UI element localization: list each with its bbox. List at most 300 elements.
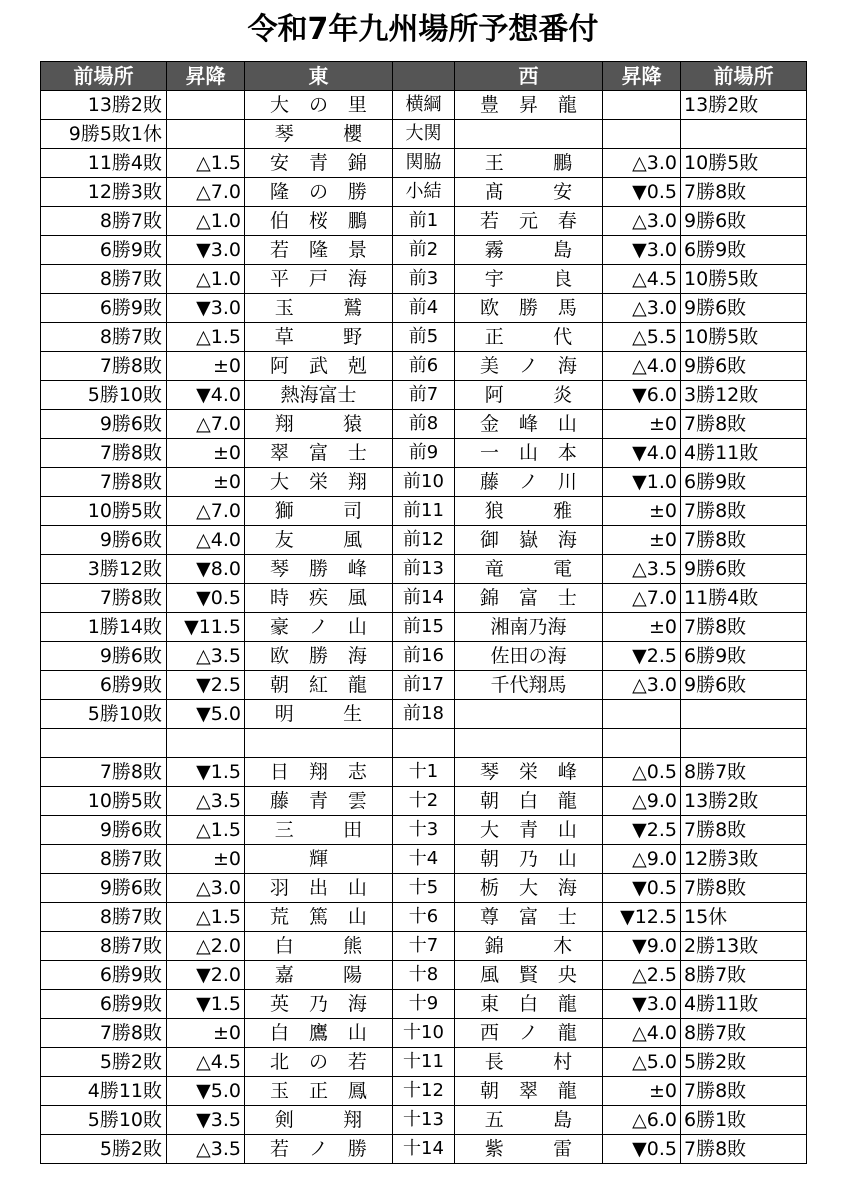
east-rikishi-text: 玉正鳳 — [270, 1080, 387, 1102]
west-prev-cell — [681, 410, 807, 439]
east-prev-text: 7勝8敗 — [99, 442, 162, 464]
west-prev-cell — [681, 1135, 807, 1164]
west-change-text: ±0 — [648, 616, 677, 638]
east-change-cell — [167, 671, 245, 700]
east-change-cell — [167, 1048, 245, 1077]
east-change-cell — [167, 265, 245, 294]
rank-text: 十11 — [403, 1051, 444, 1072]
east-rikishi-text: 翔猿 — [274, 413, 412, 435]
west-rikishi-cell — [455, 352, 603, 381]
east-rikishi-text: 北の若 — [270, 1051, 387, 1073]
west-rikishi-text: 豊昇龍 — [480, 94, 597, 116]
east-rikishi-text: 隆の勝 — [270, 181, 387, 203]
east-rikishi-cell — [245, 787, 393, 816]
rank-cell — [393, 1077, 455, 1106]
rank-cell — [393, 91, 455, 120]
west-change-cell — [603, 903, 681, 932]
west-prev-cell — [681, 874, 807, 903]
west-rikishi-cell — [455, 642, 603, 671]
east-prev-text: 7勝8敗 — [99, 355, 162, 377]
west-prev-text: 4勝11敗 — [684, 442, 759, 464]
east-rikishi-text: 豪ノ山 — [270, 616, 387, 638]
rank-cell — [393, 903, 455, 932]
east-change-cell — [167, 497, 245, 526]
east-prev-cell — [41, 787, 167, 816]
west-prev-cell — [681, 439, 807, 468]
east-prev-cell — [41, 91, 167, 120]
east-rikishi-cell — [245, 758, 393, 787]
rank-text: 十1 — [408, 761, 439, 782]
west-change-cell — [603, 874, 681, 903]
west-change-text: ▼12.5 — [620, 906, 677, 928]
rank-cell — [393, 468, 455, 497]
west-rikishi-cell — [455, 526, 603, 555]
east-change-cell — [167, 758, 245, 787]
east-rikishi-cell — [245, 439, 393, 468]
east-rikishi-cell — [245, 323, 412, 352]
west-change-text: △5.5 — [632, 326, 677, 348]
east-prev-text: 3勝12敗 — [87, 558, 162, 580]
west-rikishi-text: 佐田の海 — [490, 645, 567, 667]
east-rikishi-cell — [245, 584, 393, 613]
east-change-cell — [167, 903, 245, 932]
west-rikishi-cell — [455, 555, 622, 584]
rank-text: 十10 — [403, 1022, 444, 1043]
west-change-text: △9.0 — [632, 790, 677, 812]
east-prev-text: 7勝8敗 — [99, 1022, 162, 1044]
west-change-text: ±0 — [648, 500, 677, 522]
east-prev-cell — [41, 845, 167, 874]
table-row — [41, 178, 807, 207]
east-rikishi-cell — [245, 236, 393, 265]
west-prev-cell — [681, 91, 807, 120]
west-prev-cell — [681, 526, 807, 555]
east-prev-cell — [41, 1135, 167, 1164]
east-rikishi-cell — [245, 1106, 412, 1135]
west-rikishi-text: 西ノ龍 — [480, 1022, 597, 1044]
west-change-text: ▼3.0 — [632, 239, 677, 261]
east-rikishi-text: 日翔志 — [270, 761, 387, 783]
east-prev-text: 5勝10敗 — [87, 384, 162, 406]
west-change-text: ▼0.5 — [632, 877, 677, 899]
east-change-cell — [167, 468, 245, 497]
west-prev-cell — [681, 1077, 807, 1106]
rank-text: 横綱 — [405, 94, 442, 115]
west-prev-text: 10勝5敗 — [684, 268, 759, 290]
east-rikishi-text: 大の里 — [270, 94, 387, 116]
west-rikishi-cell — [455, 410, 603, 439]
west-prev-cell — [681, 1019, 807, 1048]
east-rikishi-cell — [245, 526, 412, 555]
table-row — [41, 990, 807, 1019]
table-row — [41, 352, 807, 381]
east-change-text: ±0 — [212, 471, 241, 493]
east-change-text: △3.5 — [196, 790, 241, 812]
east-prev-text: 8勝7敗 — [99, 268, 162, 290]
east-rikishi-cell — [245, 874, 393, 903]
west-rikishi-cell — [455, 178, 622, 207]
east-change-cell — [167, 990, 245, 1019]
west-rikishi-text: 紫雷 — [484, 1138, 622, 1160]
east-rikishi-cell — [245, 642, 393, 671]
rank-text: 前14 — [403, 587, 444, 608]
east-rikishi-text: 時疾風 — [270, 587, 387, 609]
table-row — [41, 381, 807, 410]
east-rikishi-cell — [245, 381, 393, 410]
west-prev-text: 6勝9敗 — [684, 471, 747, 493]
east-rikishi-text: 藤青雲 — [270, 790, 387, 812]
west-change-text: △6.0 — [632, 1109, 677, 1131]
east-change-cell — [167, 874, 245, 903]
west-rikishi-cell — [455, 497, 622, 526]
table-row — [41, 961, 807, 990]
west-rikishi-text: 欧勝馬 — [480, 297, 597, 319]
table-row — [41, 265, 807, 294]
rank-text: 十3 — [408, 819, 439, 840]
west-rikishi-cell — [455, 584, 603, 613]
east-change-text: ▼4.0 — [196, 384, 241, 406]
east-change-cell — [167, 410, 245, 439]
west-change-cell — [603, 91, 681, 120]
west-rikishi-cell — [455, 729, 603, 758]
table-row — [41, 410, 807, 439]
table-row — [41, 1135, 807, 1164]
west-rikishi-text: 錦富士 — [480, 587, 597, 609]
east-change-cell — [167, 526, 245, 555]
east-rikishi-cell — [245, 497, 412, 526]
east-rikishi-cell — [245, 700, 412, 729]
rank-text: 十9 — [408, 993, 439, 1014]
table-row — [41, 874, 807, 903]
west-change-text: ▼1.0 — [632, 471, 677, 493]
west-change-text: △4.0 — [632, 355, 677, 377]
table-row — [41, 584, 807, 613]
west-rikishi-text: 尊富士 — [480, 906, 597, 928]
table-row — [41, 671, 807, 700]
table-row — [41, 787, 807, 816]
east-rikishi-cell — [245, 613, 393, 642]
east-prev-cell — [41, 642, 167, 671]
east-prev-text: 8勝7敗 — [99, 848, 162, 870]
table-row — [41, 613, 807, 642]
east-prev-cell — [41, 265, 167, 294]
west-rikishi-text: 狼雅 — [484, 500, 622, 522]
east-change-cell — [167, 642, 245, 671]
east-change-cell — [167, 613, 245, 642]
west-rikishi-cell — [455, 265, 622, 294]
east-change-cell — [167, 178, 245, 207]
east-prev-cell — [41, 120, 167, 149]
east-change-text: ▼5.0 — [196, 703, 241, 725]
east-rikishi-cell — [245, 149, 393, 178]
west-rikishi-cell — [455, 1048, 622, 1077]
east-rikishi-text: 熱海富士 — [280, 384, 357, 406]
west-rikishi-text: 王鵬 — [484, 152, 622, 174]
east-prev-text: 9勝6敗 — [99, 819, 162, 841]
west-change-cell — [603, 961, 681, 990]
rank-cell — [393, 1019, 455, 1048]
west-change-text: △2.5 — [632, 964, 677, 986]
west-prev-cell — [681, 961, 807, 990]
table-row — [41, 1077, 807, 1106]
west-prev-text: 7勝8敗 — [684, 616, 747, 638]
rank-text: 小結 — [405, 181, 442, 202]
west-change-text: ▼0.5 — [632, 1138, 677, 1160]
west-prev-cell — [681, 497, 807, 526]
west-prev-text: 2勝13敗 — [684, 935, 759, 957]
west-change-cell — [603, 758, 681, 787]
east-change-text: △3.0 — [196, 877, 241, 899]
east-prev-text: 10勝5敗 — [87, 500, 162, 522]
east-prev-cell — [41, 497, 167, 526]
west-prev-cell — [681, 207, 807, 236]
rank-cell — [393, 787, 455, 816]
east-change-cell — [167, 236, 245, 265]
east-rikishi-cell — [245, 265, 393, 294]
east-prev-text: 6勝9敗 — [99, 964, 162, 986]
east-prev-cell — [41, 903, 167, 932]
west-rikishi-cell — [455, 874, 603, 903]
west-change-cell — [603, 207, 681, 236]
east-prev-cell — [41, 207, 167, 236]
rank-text: 前7 — [408, 384, 439, 405]
east-prev-text: 8勝7敗 — [99, 935, 162, 957]
rank-text: 前9 — [408, 442, 439, 463]
rank-cell — [393, 758, 455, 787]
west-change-text: ▼6.0 — [632, 384, 677, 406]
west-change-cell — [603, 294, 681, 323]
west-prev-text: 8勝7敗 — [684, 1022, 747, 1044]
west-prev-cell — [681, 671, 807, 700]
east-prev-cell — [41, 468, 167, 497]
east-prev-cell — [41, 1106, 167, 1135]
east-rikishi-text: 平戸海 — [270, 268, 387, 290]
west-prev-text: 6勝9敗 — [684, 239, 747, 261]
east-change-text: ±0 — [212, 442, 241, 464]
west-prev-cell — [681, 787, 807, 816]
east-change-text: ▼3.0 — [196, 239, 241, 261]
west-change-cell — [603, 700, 681, 729]
west-change-cell — [603, 671, 681, 700]
east-change-text: △3.5 — [196, 1138, 241, 1160]
east-change-text: ▼1.5 — [196, 761, 241, 783]
west-rikishi-text: 宇良 — [484, 268, 622, 290]
west-rikishi-text: 大青山 — [480, 819, 597, 841]
east-prev-cell — [41, 439, 167, 468]
west-prev-text: 7勝8敗 — [684, 413, 747, 435]
west-rikishi-cell — [455, 845, 603, 874]
west-prev-cell — [681, 816, 807, 845]
west-prev-cell — [681, 1106, 807, 1135]
rank-cell — [393, 1135, 455, 1164]
east-prev-text: 7勝8敗 — [99, 761, 162, 783]
east-prev-text: 6勝9敗 — [99, 674, 162, 696]
east-prev-text: 7勝8敗 — [99, 471, 162, 493]
west-rikishi-text: 栃大海 — [480, 877, 597, 899]
east-prev-cell — [41, 294, 167, 323]
west-prev-cell — [681, 845, 807, 874]
east-rikishi-text: 英乃海 — [270, 993, 387, 1015]
west-rikishi-cell — [455, 990, 603, 1019]
east-rikishi-text: 琴勝峰 — [270, 558, 387, 580]
east-change-cell — [167, 1135, 245, 1164]
west-prev-text: 10勝5敗 — [684, 326, 759, 348]
west-change-text: ▼0.5 — [632, 181, 677, 203]
west-change-text: ▼9.0 — [632, 935, 677, 957]
west-rikishi-text: 一山本 — [480, 442, 597, 464]
west-change-text: △5.0 — [632, 1051, 677, 1073]
west-change-text: ▼2.5 — [632, 645, 677, 667]
east-change-text: △1.5 — [196, 326, 241, 348]
west-rikishi-cell — [455, 294, 603, 323]
rank-text: 前18 — [403, 703, 444, 724]
east-prev-text: 8勝7敗 — [99, 326, 162, 348]
west-prev-text: 10勝5敗 — [684, 152, 759, 174]
east-change-text: △2.0 — [196, 935, 241, 957]
rank-text: 前12 — [403, 529, 444, 550]
east-rikishi-text: 欧勝海 — [270, 645, 387, 667]
east-change-cell — [167, 932, 245, 961]
east-prev-text: 13勝2敗 — [87, 94, 162, 116]
east-rikishi-cell — [245, 410, 412, 439]
west-change-text: △4.5 — [632, 268, 677, 290]
table-row — [41, 91, 807, 120]
west-prev-cell — [681, 700, 807, 729]
table-row — [41, 120, 807, 149]
west-rikishi-cell — [455, 381, 622, 410]
west-rikishi-text: 髙安 — [484, 181, 622, 203]
west-rikishi-text: 湘南乃海 — [490, 616, 567, 638]
table-row — [41, 439, 807, 468]
east-rikishi-text: 伯桜鵬 — [270, 210, 387, 232]
rank-cell — [393, 178, 455, 207]
rank-cell — [393, 729, 455, 758]
east-rikishi-text: 草野 — [274, 326, 412, 348]
rank-text: 前5 — [408, 326, 439, 347]
rank-text: 前17 — [403, 674, 444, 695]
rank-cell — [393, 845, 455, 874]
west-prev-text: 4勝11敗 — [684, 993, 759, 1015]
east-rikishi-cell — [245, 120, 412, 149]
rank-cell — [393, 671, 455, 700]
east-prev-cell — [41, 236, 167, 265]
rank-cell — [393, 207, 455, 236]
west-rikishi-text: 五島 — [484, 1109, 622, 1131]
east-prev-cell — [41, 932, 167, 961]
east-rikishi-cell — [245, 932, 412, 961]
east-prev-cell — [41, 352, 167, 381]
west-rikishi-text: 若元春 — [480, 210, 597, 232]
west-prev-cell — [681, 903, 807, 932]
west-prev-cell — [681, 236, 807, 265]
west-change-cell — [603, 1019, 681, 1048]
table-row — [41, 149, 807, 178]
west-rikishi-text: 美ノ海 — [480, 355, 597, 377]
table-row — [41, 468, 807, 497]
rank-cell — [393, 265, 455, 294]
east-prev-cell — [41, 526, 167, 555]
west-prev-cell — [681, 729, 807, 758]
east-rikishi-text: 獅司 — [274, 500, 412, 522]
west-change-cell — [603, 1077, 681, 1106]
rank-text: 前8 — [408, 413, 439, 434]
west-prev-text: 7勝8敗 — [684, 819, 747, 841]
west-rikishi-cell — [455, 787, 603, 816]
east-prev-cell — [41, 584, 167, 613]
east-prev-cell — [41, 178, 167, 207]
rank-text: 十5 — [408, 877, 439, 898]
west-prev-text: 9勝6敗 — [684, 558, 747, 580]
east-rikishi-text: 琴櫻 — [274, 123, 412, 145]
table-row — [41, 555, 807, 584]
rank-cell — [393, 381, 455, 410]
east-change-text: ▼2.5 — [196, 674, 241, 696]
east-change-cell — [167, 961, 245, 990]
west-change-cell — [603, 613, 681, 642]
west-change-cell — [603, 787, 681, 816]
east-rikishi-cell — [245, 207, 393, 236]
table-row — [41, 700, 807, 729]
table-row — [41, 526, 807, 555]
west-rikishi-text: 朝乃山 — [480, 848, 597, 870]
header-east-prev: 前場所 — [41, 62, 167, 91]
west-prev-cell — [681, 265, 807, 294]
east-change-text: ▼11.5 — [184, 616, 241, 638]
page-title: 令和7年九州場所予想番付 — [247, 12, 599, 47]
rank-text: 十7 — [408, 935, 439, 956]
west-rikishi-cell — [455, 671, 603, 700]
west-prev-text: 11勝4敗 — [684, 587, 759, 609]
east-change-cell — [167, 352, 245, 381]
west-change-text: ▼3.0 — [632, 993, 677, 1015]
east-prev-cell — [41, 381, 167, 410]
west-rikishi-text: 竜電 — [484, 558, 622, 580]
east-change-cell — [167, 1077, 245, 1106]
west-rikishi-text: 金峰山 — [480, 413, 597, 435]
east-prev-cell — [41, 613, 167, 642]
east-change-text: △7.0 — [196, 413, 241, 435]
east-rikishi-cell — [245, 555, 393, 584]
rank-cell — [393, 613, 455, 642]
rank-text: 十14 — [403, 1138, 444, 1159]
rank-text: 十4 — [408, 848, 439, 869]
west-change-text: △7.0 — [632, 587, 677, 609]
west-prev-cell — [681, 323, 807, 352]
west-rikishi-cell — [455, 1135, 622, 1164]
west-prev-cell — [681, 584, 807, 613]
east-prev-text: 4勝11敗 — [87, 1080, 162, 1102]
east-prev-text: 9勝6敗 — [99, 413, 162, 435]
rank-cell — [393, 352, 455, 381]
east-prev-text: 8勝7敗 — [99, 210, 162, 232]
east-change-cell — [167, 91, 245, 120]
west-prev-cell — [681, 149, 807, 178]
east-change-text: △1.5 — [196, 906, 241, 928]
west-prev-cell — [681, 642, 807, 671]
east-change-text: ▼1.5 — [196, 993, 241, 1015]
west-prev-cell — [681, 1048, 807, 1077]
west-rikishi-cell — [455, 207, 603, 236]
east-prev-text: 5勝2敗 — [99, 1138, 162, 1160]
rank-text: 前2 — [408, 239, 439, 260]
east-change-cell — [167, 845, 245, 874]
rank-text: 十2 — [408, 790, 439, 811]
west-change-cell — [603, 468, 681, 497]
west-rikishi-cell — [455, 903, 603, 932]
east-prev-text: 7勝8敗 — [99, 587, 162, 609]
east-change-cell — [167, 149, 245, 178]
west-rikishi-text: 御嶽海 — [480, 529, 597, 551]
